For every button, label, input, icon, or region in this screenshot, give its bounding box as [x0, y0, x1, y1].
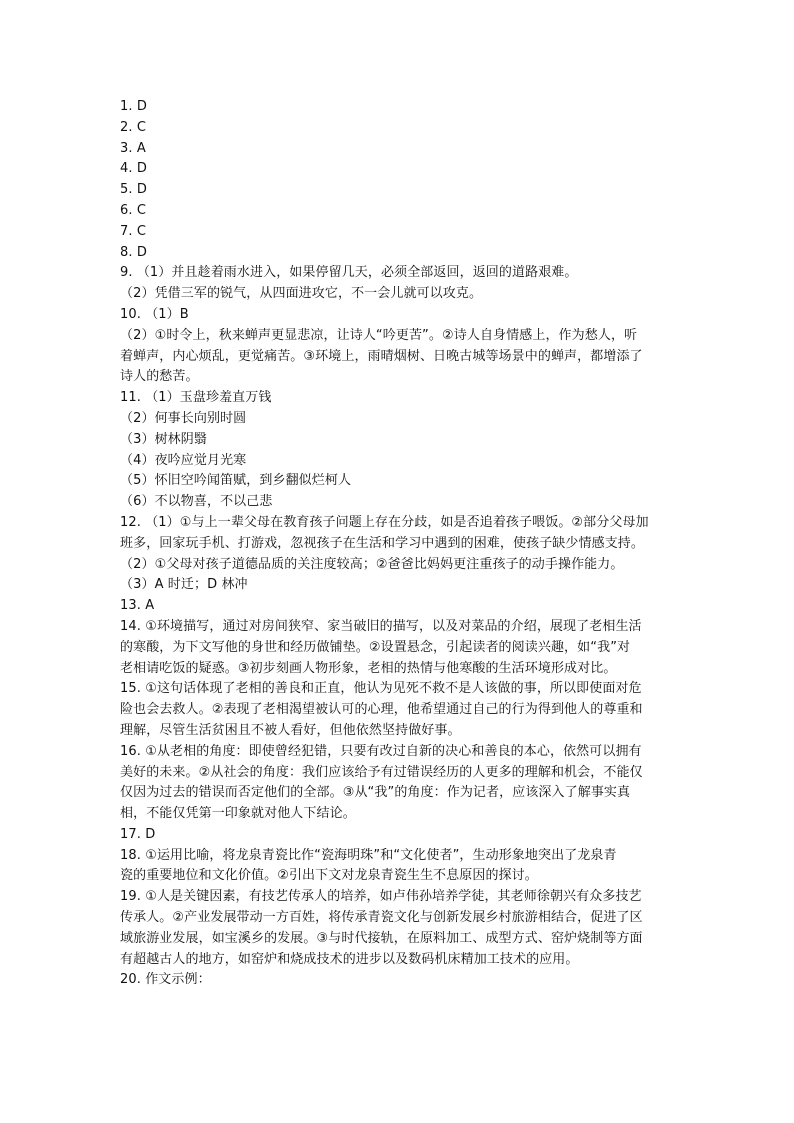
answer-line: 有超越古人的地方，如窑炉和烧成技术的进步以及数码机床精加工技术的应用。 — [120, 951, 579, 967]
answer-line: 传承人。②产业发展带动一方百姓，将传承青瓷文化与创新发展乡村旅游相结合，促进了区 — [120, 910, 643, 926]
answer-line: 17. D — [120, 826, 156, 842]
answer-line: 美好的未来。②从社会的角度：我们应该给予有过错误经历的人更多的理解和机会，不能仅 — [120, 764, 643, 780]
answer-line: 仅因为过去的错误而否定他们的全部。③从“我”的角度：作为记者，应该深入了解事实真 — [120, 785, 631, 801]
answer-line: 理解，尽管生活贫困且不被人看好，但他依然坚持做好事。 — [120, 722, 461, 738]
answer-line: 的寒酸，为下文写他的身世和经历做铺垫。②设置悬念，引起读者的阅读兴趣，如“我”对 — [120, 639, 631, 655]
answer-line: 着蝉声，内心烦乱，更觉痛苦。③环境上，雨晴烟树、日晚古城等场景中的蝉声，都增添了 — [120, 348, 643, 364]
answer-line: （2）何事长向别时圆 — [120, 410, 247, 426]
answer-line: 诗人的愁苦。 — [120, 369, 199, 385]
answer-line: （2）①父母对孩子道德品质的关注度较高；②爸爸比妈妈更注重孩子的动手操作能力。 — [120, 556, 624, 572]
answer-line: 19. ①人是关键因素，有技艺传承人的培养，如卢伟孙培养学徒，其老师徐朝兴有众多技艺 — [120, 889, 642, 905]
answer-line: 13. A — [120, 598, 155, 614]
answer-line: 险也会去救人。②表现了老相渴望被认可的心理，他希望通过自己的行为得到他人的尊重和 — [120, 702, 643, 718]
answer-line: 7. C — [120, 223, 147, 239]
answer-line: 18. ①运用比喻，将龙泉青瓷比作“瓷海明珠”和“文化使者”，生动形象地突出了龙泉青 — [120, 847, 617, 863]
answer-line: 2. C — [120, 119, 147, 135]
answer-line: （4）夜吟应觉月光寒 — [120, 452, 247, 468]
answer-line: （3）树林阴翳 — [120, 431, 207, 447]
answer-line: 9. （1）并且趁着雨水进入，如果停留几天，必须全部返回，返回的道路艰难。 — [120, 265, 578, 281]
answer-line: 14. ①环境描写，通过对房间狭窄、家当破旧的描写，以及对菜品的介绍，展现了老相生活 — [120, 618, 642, 634]
answer-line: （3）A 时迁；D 林冲 — [120, 577, 248, 593]
answer-line: 班多，回家玩手机、打游戏，忽视孩子在生活和学习中遇到的困难，使孩子缺少情感支持。 — [120, 535, 645, 551]
answer-line: 老相请吃饭的疑惑。③初步刻画人物形象，老相的热情与他寒酸的生活环境形成对比。 — [120, 660, 617, 676]
answer-line: 12. （1）①与上一辈父母在教育孩子问题上存在分歧，如是否追着孩子喂饭。②部分父母加 — [120, 514, 649, 530]
answer-line: 10. （1）B — [120, 306, 189, 322]
answer-line: 相，不能仅凭第一印象就对他人下结论。 — [120, 806, 356, 822]
answer-line: 4. D — [120, 161, 147, 177]
answer-line: 3. A — [120, 140, 146, 156]
answer-line: 6. C — [120, 202, 147, 218]
answer-line: 20. 作文示例： — [120, 972, 211, 988]
answer-line: 15. ①这句话体现了老相的善良和正直，他认为见死不救不是人该做的事，所以即使面对危 — [120, 681, 642, 697]
answer-line: （2）①时令上，秋来蝉声更显悲凉，让诗人“吟更苦”。②诗人自身情感上，作为愁人，听 — [120, 327, 638, 343]
answer-line: （5）怀旧空吟闻笛赋，到乡翻似烂柯人 — [120, 473, 352, 489]
answer-line: 8. D — [120, 244, 147, 260]
answer-line: （6）不以物喜，不以己悲 — [120, 494, 273, 510]
answer-line: 1. D — [120, 99, 147, 114]
answer-line: 11. （1）玉盘珍羞直万钱 — [120, 390, 272, 406]
answer-line: （2）凭借三军的锐气，从四面进攻它，不一会儿就可以攻克。 — [120, 286, 483, 302]
answer-list — [120, 97, 694, 991]
answer-line: 瓷的重要地位和文化价值。②引出下文对龙泉青瓷生生不息原因的探讨。 — [120, 868, 538, 884]
answer-line: 域旅游业发展，如宝溪乡的发展。③与时代接轨，在原料加工、成型方式、窑炉烧制等方面 — [120, 930, 643, 946]
answer-line: 5. D — [120, 182, 147, 198]
answer-line: 16. ①从老相的角度：即使曾经犯错，只要有改过自新的决心和善良的本心，依然可以拥有 — [120, 743, 642, 759]
